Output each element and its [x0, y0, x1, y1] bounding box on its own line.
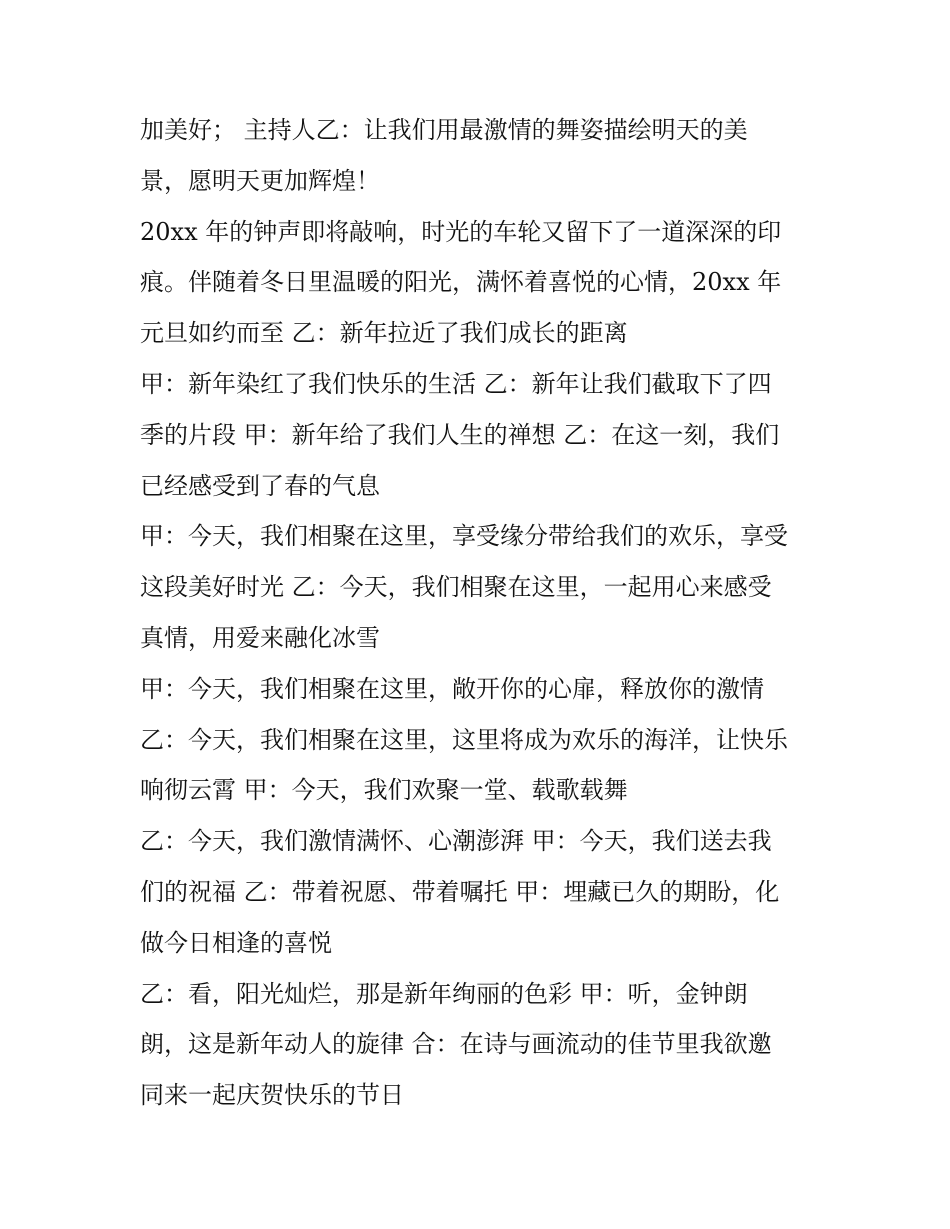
text-line: 20xx 年的钟声即将敲响，时光的车轮又留下了一道深深的印 — [140, 217, 782, 246]
text-line: 痕。伴随着冬日里温暖的阳光，满怀着喜悦的心情，20xx 年 — [140, 268, 782, 297]
text-line: 朗，这是新年动人的旋律 合：在诗与画流动的佳节里我欲邀 — [140, 1030, 772, 1059]
text-line: 甲：今天，我们相聚在这里，敞开你的心扉，释放你的激情 — [140, 674, 764, 703]
text-line: 乙：今天，我们激情满怀、心潮澎湃 甲：今天，我们送去我 — [140, 827, 772, 856]
text-line: 同来一起庆贺快乐的节日 — [140, 1081, 404, 1110]
text-line: 乙：看，阳光灿烂，那是新年绚丽的色彩 甲：听，金钟朗 — [140, 979, 748, 1008]
text-line: 这段美好时光 乙：今天，我们相聚在这里，一起用心来感受 — [140, 573, 772, 602]
text-line: 元旦如约而至 乙：新年拉近了我们成长的距离 — [140, 319, 628, 348]
text-line: 响彻云霄 甲：今天，我们欢聚一堂、载歌载舞 — [140, 776, 628, 805]
text-line: 季的片段 甲：新年给了我们人生的禅想 乙：在这一刻，我们 — [140, 420, 780, 449]
text-line: 做今日相逢的喜悦 — [140, 928, 332, 957]
text-line: 加美好； 主持人乙：让我们用最激情的舞姿描绘明天的美 — [140, 116, 748, 144]
text-line: 已经感受到了春的气息 — [140, 471, 380, 500]
text-line: 景，愿明天更加辉煌！ — [140, 166, 380, 195]
text-line: 甲：今天，我们相聚在这里，享受缘分带给我们的欢乐，享受 — [140, 522, 788, 551]
text-line: 乙：今天，我们相聚在这里，这里将成为欢乐的海洋，让快乐 — [140, 725, 788, 754]
text-line: 们的祝福 乙：带着祝愿、带着嘱托 甲：埋藏已久的期盼，化 — [140, 877, 780, 906]
body-text — [140, 110, 820, 1126]
text-line: 真情，用爱来融化冰雪 — [140, 623, 380, 652]
text-line: 甲：新年染红了我们快乐的生活 乙：新年让我们截取下了四 — [140, 369, 772, 398]
